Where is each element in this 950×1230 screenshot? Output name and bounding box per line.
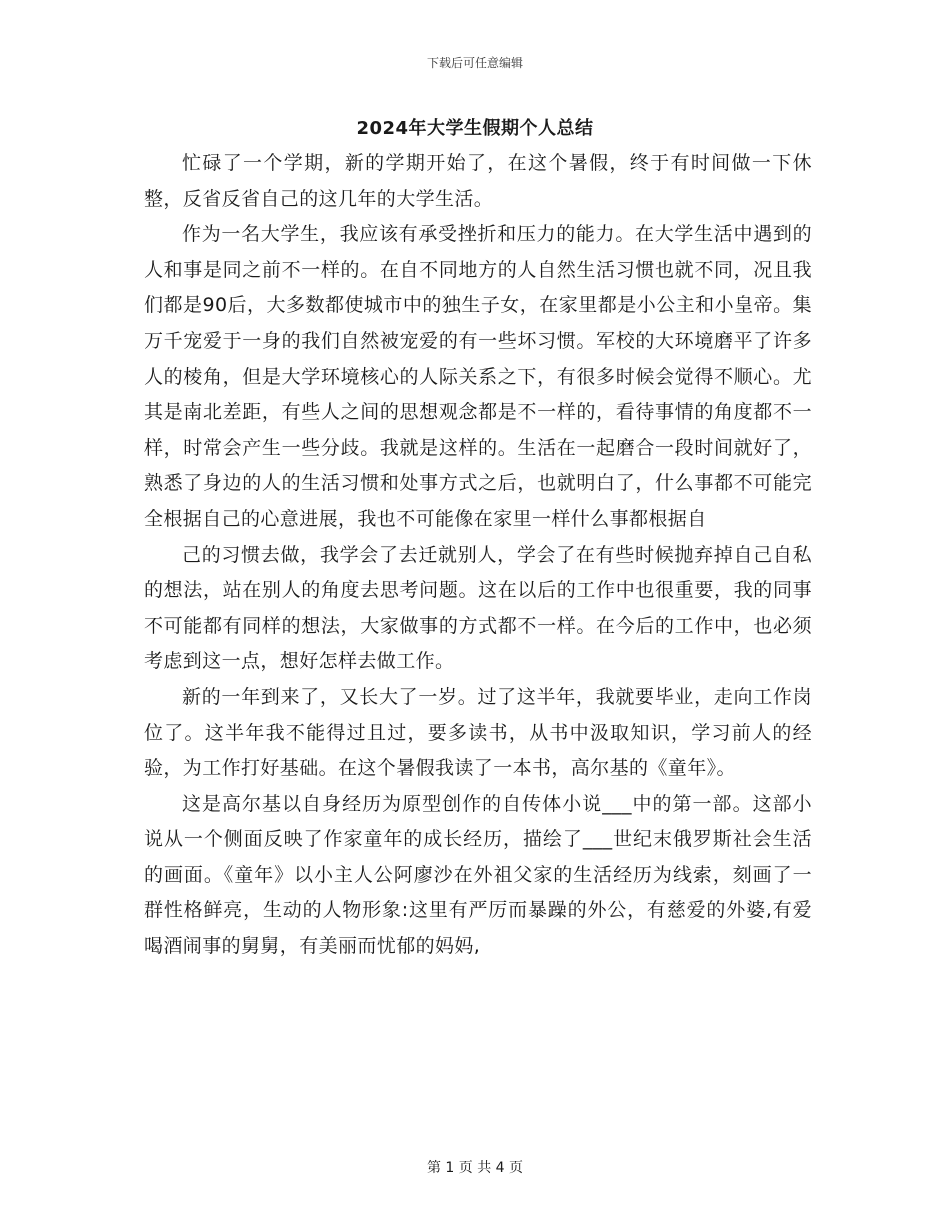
header-note: 下载后可任意编辑 (426, 56, 523, 70)
document-body (144, 146, 812, 965)
paragraph: 忙碌了一个学期，新的学期开始了，在这个暑假，终于有时间做一下休整，反省反省自己的这几年的大学生活。 (144, 152, 812, 210)
page-number: 第 1 页 共 4 页 (426, 1160, 524, 1176)
paragraph: 己的习惯去做，我学会了去迁就别人，学会了在有些时候抛弃掉自己自私的想法，站在别人的角度去思考问题。这在以后的工作中也很重要，我的同事不可能都有同样的想法，大家做事的方式都不一样。在今后的工作中，也必须考虑到这一点，想好怎样去做工作。 (144, 543, 812, 673)
paragraph: 新的一年到来了，又长大了一岁。过了这半年，我就要毕业，走向工作岗位了。这半年我不能得过且过，要多读书，从书中汲取知识，学习前人的经验，为工作打好基础。在这个暑假我读了一本书，高尔基的《童年》。 (144, 685, 812, 780)
document-title: 2024年大学生假期个人总结 (356, 118, 594, 139)
paragraph: 作为一名大学生，我应该有承受挫折和压力的能力。在大学生活中遇到的人和事是同之前不一样的。在自不同地方的人自然生活习惯也就不同，况且我们都是90后，大多数都使城市中的独生子女，在家里都是小公主和小皇帝。集万千宠爱于一身的我们自然被宠爱的有一些坏习惯。军校的大环境磨平了许多人的棱角，但是大学环境核心的人际关系之下，有很多时候会觉得不顺心。尤其是南北差距，有些人之间的思想观念都是不一样的，看待事情的角度都不一样，时常会产生一些分歧。我就是这样的。生活在一起磨合一段时间就好了，熟悉了身边的人的生活习惯和处事方式之后，也就明白了，什么事都不可能完全根据自己的心意进展，我也不可能像在家里一样什么事都根据自 (144, 223, 812, 530)
paragraph: 这是高尔基以自身经历为原型创作的自传体小说___中的第一部。这部小说从一个侧面反映了作家童年的成长经历，描绘了___世纪末俄罗斯社会生活的画面。《童年》以小主人公阿廖沙在外祖父家的生活经历为线索，刻画了一群性格鲜亮，生动的人物形象:这里有严厉而暴躁的外公，有慈爱的外婆,有爱喝酒闹事的舅舅，有美丽而忧郁的妈妈, (144, 792, 812, 958)
